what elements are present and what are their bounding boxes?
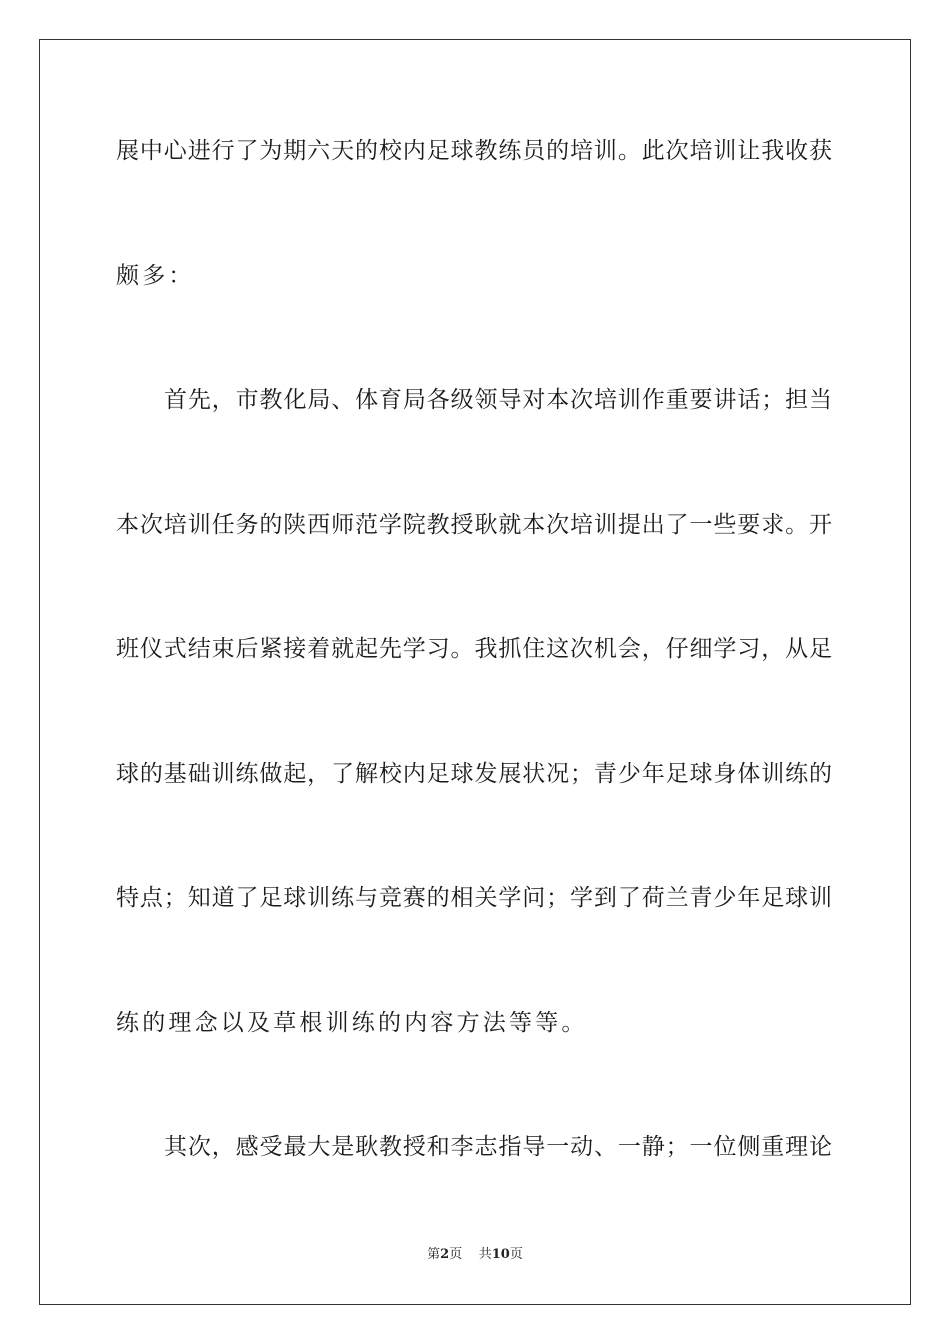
page-footer	[0, 1246, 950, 1264]
footer-total-prefix: 共	[478, 1247, 492, 1262]
paragraph-line-1: 展中心进行了为期六天的校内足球教练员的培训。此次培训让我收获	[116, 138, 832, 164]
paragraph-line-8: 练的理念以及草根训练的内容方法等等。	[116, 1010, 588, 1036]
footer-page-prefix: 第	[427, 1247, 441, 1262]
footer-page-number: 2	[440, 1247, 450, 1262]
paragraph-line-5: 班仪式结束后紧接着就起先学习。我抓住这次机会，仔细学习，从足	[116, 636, 832, 662]
paragraph-line-3: 首先，市教化局、体育局各级领导对本次培训作重要讲话；担当	[164, 387, 832, 413]
paragraph-line-9: 其次，感受最大是耿教授和李志指导一动、一静；一位侧重理论	[164, 1134, 832, 1160]
paragraph-line-6: 球的基础训练做起，了解校内足球发展状况；青少年足球身体训练的	[116, 761, 832, 787]
footer-page-suffix: 页	[449, 1247, 463, 1262]
paragraph-line-4: 本次培训任务的陕西师范学院教授耿就本次培训提出了一些要求。开	[116, 512, 832, 538]
page-border	[39, 39, 911, 1305]
paragraph-line-2: 颇多：	[116, 263, 195, 289]
paragraph-line-7: 特点；知道了足球训练与竞赛的相关学问；学到了荷兰青少年足球训	[116, 885, 832, 911]
footer-total-suffix: 页	[509, 1247, 523, 1262]
footer-total-pages: 10	[491, 1247, 510, 1262]
